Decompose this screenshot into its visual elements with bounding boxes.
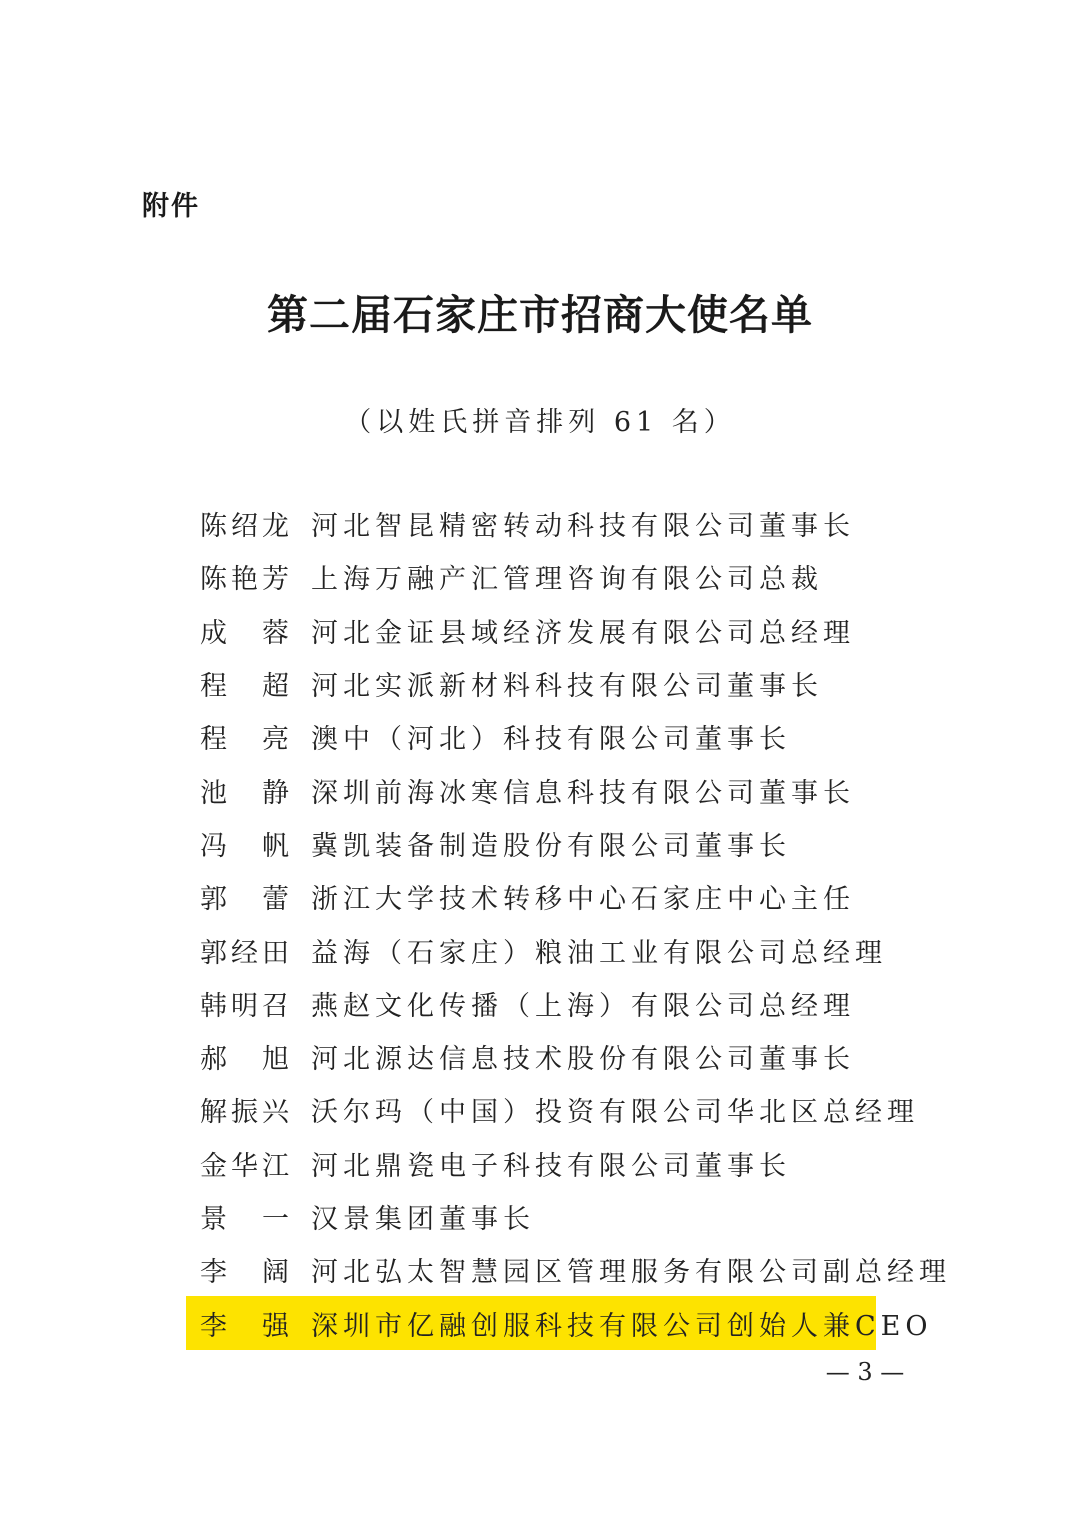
list-item bbox=[186, 1243, 951, 1296]
person-name: 郭 蕾 bbox=[200, 884, 293, 916]
person-name: 李 强 bbox=[200, 1310, 293, 1342]
person-name: 成 蓉 bbox=[200, 617, 293, 649]
person-title: 汉景集团董事长 bbox=[311, 1204, 535, 1235]
person-title: 澳中（河北）科技有限公司董事长 bbox=[311, 724, 791, 756]
list-item bbox=[186, 817, 876, 870]
list-item bbox=[186, 1030, 876, 1083]
person-title: 冀凯装备制造股份有限公司董事长 bbox=[311, 830, 791, 862]
person-title: 浙江大学技术转移中心石家庄中心主任 bbox=[311, 884, 855, 916]
person-title: 河北源达信息技术股份有限公司董事长 bbox=[311, 1044, 855, 1076]
list-item bbox=[186, 923, 887, 976]
person-title: 河北鼎瓷电子科技有限公司董事长 bbox=[311, 1150, 791, 1182]
list-item bbox=[186, 1190, 876, 1243]
highlighted-list-item bbox=[186, 1296, 933, 1349]
list-item bbox=[186, 1083, 919, 1136]
list-item bbox=[186, 870, 876, 923]
person-title: 河北弘太智慧园区管理服务有限公司副总经理 bbox=[311, 1257, 951, 1289]
person-title: 上海万融产汇管理咨询有限公司总裁 bbox=[311, 564, 823, 596]
list-item bbox=[186, 657, 876, 710]
person-title: 深圳前海冰寒信息科技有限公司董事长 bbox=[311, 777, 855, 809]
person-title: 燕赵文化传播（上海）有限公司总经理 bbox=[311, 990, 855, 1022]
list-item bbox=[186, 1137, 876, 1190]
document-title: 第二届石家庄市招商大使名单 bbox=[267, 291, 813, 339]
list-item bbox=[186, 550, 876, 603]
person-title: 河北智昆精密转动科技有限公司董事长 bbox=[311, 511, 855, 543]
person-name: 冯 帆 bbox=[200, 830, 293, 862]
person-name: 韩明召 bbox=[200, 990, 293, 1022]
person-title: 益海（石家庄）粮油工业有限公司总经理 bbox=[311, 937, 887, 969]
person-name: 程 超 bbox=[200, 671, 293, 703]
list-item bbox=[186, 763, 876, 816]
person-title: 深圳市亿融创服科技有限公司创始人兼CEO bbox=[311, 1310, 933, 1342]
person-name: 郝 旭 bbox=[200, 1044, 293, 1076]
list-item bbox=[186, 604, 876, 657]
person-title: 河北金证县域经济发展有限公司总经理 bbox=[311, 617, 855, 649]
list-item bbox=[186, 497, 876, 550]
person-name: 景 一 bbox=[200, 1204, 293, 1235]
person-name: 郭经田 bbox=[200, 937, 293, 969]
person-name: 程 亮 bbox=[200, 724, 293, 756]
person-name: 陈绍龙 bbox=[200, 511, 293, 543]
person-title: 河北实派新材料科技有限公司董事长 bbox=[311, 671, 823, 703]
ambassador-list bbox=[186, 497, 951, 1350]
person-name: 池 静 bbox=[200, 777, 293, 809]
attachment-label: 附件 bbox=[142, 191, 200, 222]
person-name: 解振兴 bbox=[200, 1097, 293, 1129]
list-item bbox=[186, 710, 876, 763]
document-subtitle: （以姓氏拼音排列 61 名） bbox=[344, 407, 736, 438]
list-item bbox=[186, 977, 876, 1030]
person-title: 沃尔玛（中国）投资有限公司华北区总经理 bbox=[311, 1097, 919, 1129]
person-name: 金华江 bbox=[200, 1150, 293, 1182]
person-name: 李 阔 bbox=[200, 1257, 293, 1289]
person-name: 陈艳芳 bbox=[200, 564, 293, 596]
page-number: — 3 — bbox=[825, 1358, 905, 1386]
